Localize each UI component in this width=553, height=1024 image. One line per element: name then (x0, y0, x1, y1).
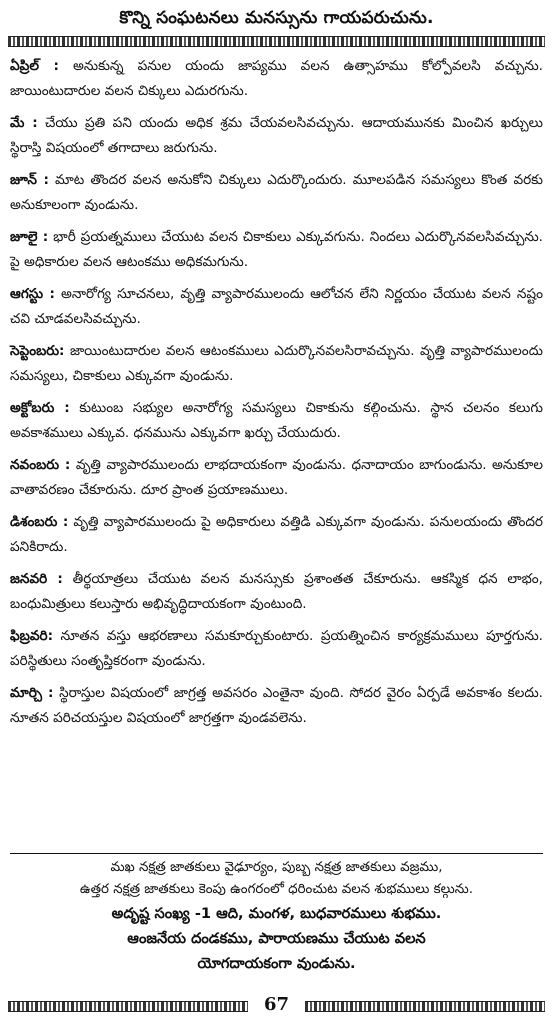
month-text: భారీ ప్రయత్నములు చేయుట వలన చికాకులు ఎక్కువగును. నిందలు ఎదుర్కొనవలసివచ్చును. పై అధికారుల వలన ఆటంకము అధికమగును. (10, 229, 544, 270)
month-january (10, 567, 543, 617)
month-august (10, 282, 543, 332)
month-label: మే : (10, 115, 38, 131)
month-text: కుటుంబ సభ్యుల అనారోగ్య సమస్యలు చికాకును కల్గించును. స్థాన చలనం కలుగు అవకాశములు ఎక్కువ. ధనమును ఎక్కువగా ఖర్చు చేయుదురు. (10, 400, 543, 441)
month-label: ఆగస్టు : (10, 286, 55, 302)
month-text: వృత్తి వ్యాపారములందు లాభదాయకంగా వుండును. ధనాదాయం బాగుండును. అనుకూల వాతావరణం చేకూరును. దూర ప్రాంత ప్రయాణములు. (10, 457, 543, 498)
month-text: చేయు ప్రతి పని యందు అధిక శ్రమ చేయవలసివచ్చును. ఆదాయమునకు మించిన ఖర్చులు స్థిరాస్తి విషయంలో తగాదాలు జరుగును. (10, 115, 543, 156)
page-title: కొన్ని సంఘటనలు మనస్సును గాయపరుచును. (119, 8, 434, 28)
month-text: జాయింటుదారుల వలన ఆటంకములు ఎదుర్కొనవలసిరావచ్చును. వృత్తి వ్యాపారములందు సమస్యలు, చికాకులు ఎక్కువగా వుండును. (10, 343, 544, 384)
month-label: అక్టోబరు : (10, 400, 70, 416)
month-label: ఫిబ్రవరి: (10, 628, 54, 644)
month-label: మార్చి : (10, 685, 54, 701)
month-label: జూలై : (10, 229, 49, 245)
gemstone-line-2: ఉత్తర నక్షత్ర జాతకులు కెంపు ఉంగరంలో ధరించుట వలన శుభములు కల్గును. (79, 882, 474, 897)
month-february (10, 624, 543, 674)
month-text: నూతన వస్తు ఆభరణాలు సమకూర్చుకుంటారు. ప్రయత్నించిన కార్యక్రమములు పూర్తగును. పరిస్థితులు సంతృప్తికరంగా వుండును. (10, 628, 543, 669)
page-number: 67 (263, 994, 290, 1015)
month-june (10, 168, 543, 218)
month-july (10, 225, 543, 275)
page-footer-strip (8, 994, 545, 1015)
month-may (10, 111, 543, 161)
month-label: జూన్ : (10, 172, 49, 188)
month-text: తీర్థయాత్రలు చేయుట వలన మనస్సుకు ప్రశాంతత చేకూరును. ఆకస్మిక ధన లాభం, బంధుమిత్రులు కలుస్తారు అభివృద్ధిదాయకంగా వుంటుంది. (10, 571, 544, 612)
section-divider (10, 853, 543, 854)
remedy-line-1: ఆంజనేయ దండకము, పారాయణము చేయుట వలన (127, 930, 426, 947)
lucky-number-line: అదృష్ట సంఖ్య -1 ఆది, మంగళ, బుధవారములు శుభము. (111, 905, 442, 922)
month-text: స్థిరాస్తుల విషయంలో జాగ్రత్త అవసరం ఎంతైనా వుంది. సోదర వైరం ఏర్పడే అవకాశం కలదు. నూతన పరిచయస్తుల విషయంలో జాగ్రత్తగా వుండవలెను. (10, 685, 543, 726)
month-label: ఏప్రిల్ : (10, 58, 59, 74)
month-november (10, 453, 543, 503)
month-december (10, 510, 543, 560)
month-october (10, 396, 543, 446)
month-label: సెప్టెంబరు: (10, 343, 65, 359)
month-september (10, 339, 543, 389)
month-label: నవంబరు : (10, 457, 71, 473)
month-april (10, 54, 543, 104)
month-text: మాట తొందర వలన అనుకోని చిక్కులు ఎదుర్కొందురు. మూలపడిన సమస్యలు కొంత వరకు అనుకూలంగా వుండును. (10, 172, 543, 213)
decorative-border-top (8, 36, 545, 47)
month-text: అనారోగ్య సూచనలు, వృత్తి వ్యాపారములందు ఆలోచన లేని నిర్ణయం చేయుట వలన నష్టం చవి చూడవలసివచ్చును. (10, 286, 543, 327)
monthly-predictions (10, 54, 543, 738)
gemstone-line-1: మఖ నక్షత్ర జాతకులు వైఢూర్యం, పుబ్బ నక్షత్ర జాతకులు వజ్రము, (110, 860, 443, 875)
month-label: జనవరి : (10, 571, 63, 587)
remedies-footer (10, 857, 543, 976)
month-march (10, 681, 543, 731)
month-text: వృత్తి వ్యాపారములందు పై అధికారులు వత్తిడి ఎక్కువగా వుండును. పనులయందు తొందర పనికిరాదు. (10, 514, 543, 555)
month-label: డిశంబరు : (10, 514, 69, 530)
month-text: అనుకున్న పనుల యందు జాప్యము వలన ఉత్సాహము కోల్పోవలసి వచ్చును. జాయింటుదారుల వలన చిక్కులు ఎదురగును. (10, 58, 543, 99)
remedy-line-2: యోగదాయకంగా వుండును. (197, 955, 356, 972)
decorative-border-bottom-left (8, 1001, 248, 1012)
decorative-border-bottom-right (305, 1001, 545, 1012)
